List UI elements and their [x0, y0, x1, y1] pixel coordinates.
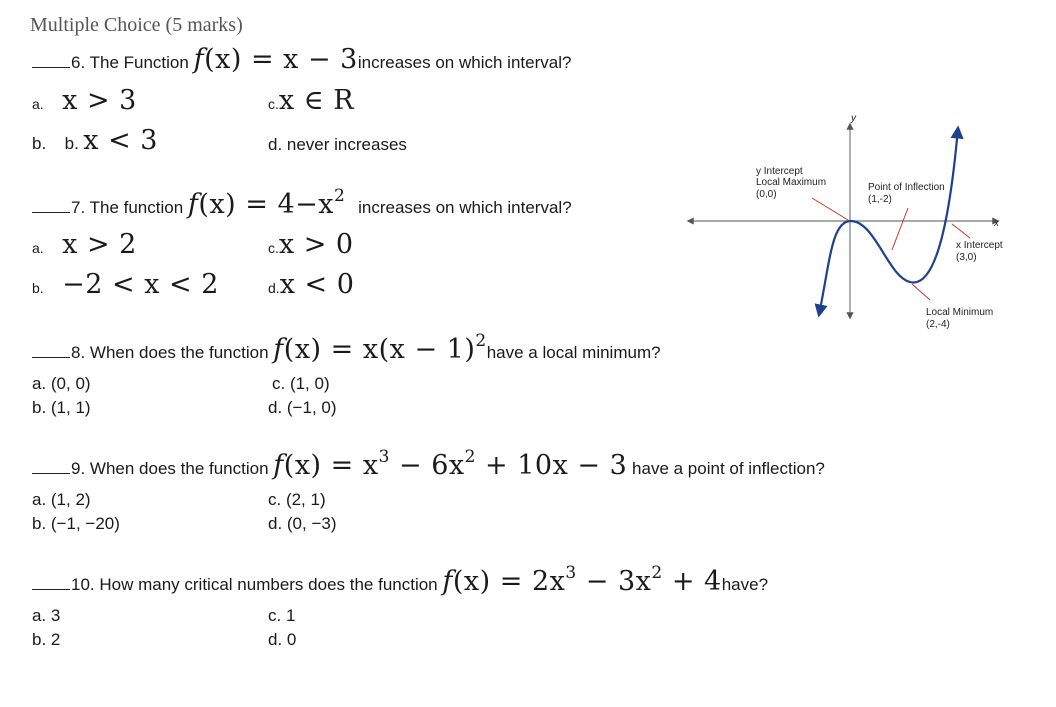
q10-function: $f(x) = 2x^3 - 3x^2 + 4$ — [442, 563, 722, 597]
q9-number: 9. — [71, 459, 86, 478]
q10-option-a[interactable]: a. 3 — [32, 606, 61, 625]
x-axis-label: x — [994, 218, 999, 229]
question-10 — [32, 565, 768, 597]
inflection-coords: (1,-2) — [868, 194, 892, 205]
q7-function: $f(x) = 4-x^2$ — [187, 186, 346, 220]
q10-option-c[interactable]: c. 1 — [268, 606, 296, 625]
q6-post: increases on which interval? — [357, 53, 572, 72]
q6-option-a[interactable]: a. x > 3 — [32, 85, 137, 116]
q10-post: have? — [721, 575, 769, 594]
q9-option-b[interactable]: b. (−1, −20) — [32, 514, 120, 533]
q9-function: $f(x) = x^3 - 6x^2 + 10x - 3$ — [273, 447, 628, 481]
q9-text: When does the function — [89, 459, 269, 478]
answer-blank-8[interactable] — [32, 343, 70, 358]
question-7 — [32, 188, 572, 220]
answer-blank-7[interactable] — [32, 198, 70, 213]
section-heading: Multiple Choice (5 marks) — [30, 14, 243, 36]
q8-text: When does the function — [89, 343, 269, 362]
q6-option-b[interactable]: b. b. x < 3 — [32, 125, 158, 156]
q6-function: f(x) = x − 3 — [193, 44, 358, 75]
q8-post: have a local minimum? — [486, 343, 661, 362]
function-graph — [680, 110, 1020, 340]
y-intercept-coords: (0,0) — [756, 189, 777, 200]
q8-option-a[interactable]: a. (0, 0) — [32, 374, 91, 393]
q8-option-d[interactable]: d. (−1, 0) — [268, 398, 337, 417]
x-intercept-pointer — [952, 224, 970, 238]
local-max-label: Local Maximum — [756, 177, 827, 188]
q10-number: 10. — [71, 575, 95, 594]
question-6 — [32, 44, 571, 75]
y-axis-label: y — [851, 113, 856, 124]
q7-option-b[interactable]: b. −2 < x < 2 — [32, 269, 219, 300]
q7-post: increases on which interval? — [358, 198, 572, 217]
q9-option-c[interactable]: c. (2, 1) — [268, 490, 326, 509]
q7-option-c[interactable]: c.x > 0 — [268, 229, 354, 260]
q7-option-a[interactable]: a. x > 2 — [32, 229, 137, 260]
question-8 — [32, 333, 661, 365]
answer-blank-9[interactable] — [32, 459, 70, 474]
local-min-pointer — [912, 284, 930, 300]
q6-text: The Function — [89, 53, 189, 72]
q8-option-c[interactable]: c. (1, 0) — [272, 374, 330, 393]
question-9 — [32, 449, 825, 481]
q10-text: How many critical numbers does the function — [99, 575, 438, 594]
inflection-pointer — [892, 208, 908, 250]
q9-post: have a point of inflection? — [632, 459, 825, 478]
q9-option-a[interactable]: a. (1, 2) — [32, 490, 91, 509]
q8-number: 8. — [71, 343, 86, 362]
answer-blank-10[interactable] — [32, 575, 70, 590]
x-intercept-label: x Intercept — [956, 240, 1003, 251]
q6-option-c[interactable]: c.x ∈ R — [268, 85, 355, 116]
q8-function: $f(x) = x(x - 1)^2$ — [273, 331, 487, 365]
y-intercept-pointer — [812, 198, 848, 220]
q9-option-d[interactable]: d. (0, −3) — [268, 514, 337, 533]
local-min-label: Local Minimum — [926, 307, 994, 318]
q10-option-d[interactable]: d. 0 — [268, 630, 297, 649]
q6-option-d[interactable]: d. never increases — [268, 135, 407, 154]
local-min-coords: (2,-4) — [926, 319, 950, 330]
q7-option-d[interactable]: d.x < 0 — [268, 269, 355, 300]
q6-number: 6. — [71, 53, 86, 72]
y-intercept-label: y Intercept — [756, 166, 803, 177]
q7-text: The function — [89, 198, 184, 217]
x-intercept-coords: (3,0) — [956, 252, 977, 263]
answer-blank-6[interactable] — [32, 53, 70, 68]
inflection-label: Point of Inflection — [868, 182, 945, 193]
q7-number: 7. — [71, 198, 86, 217]
q8-option-b[interactable]: b. (1, 1) — [32, 398, 91, 417]
q10-option-b[interactable]: b. 2 — [32, 630, 61, 649]
